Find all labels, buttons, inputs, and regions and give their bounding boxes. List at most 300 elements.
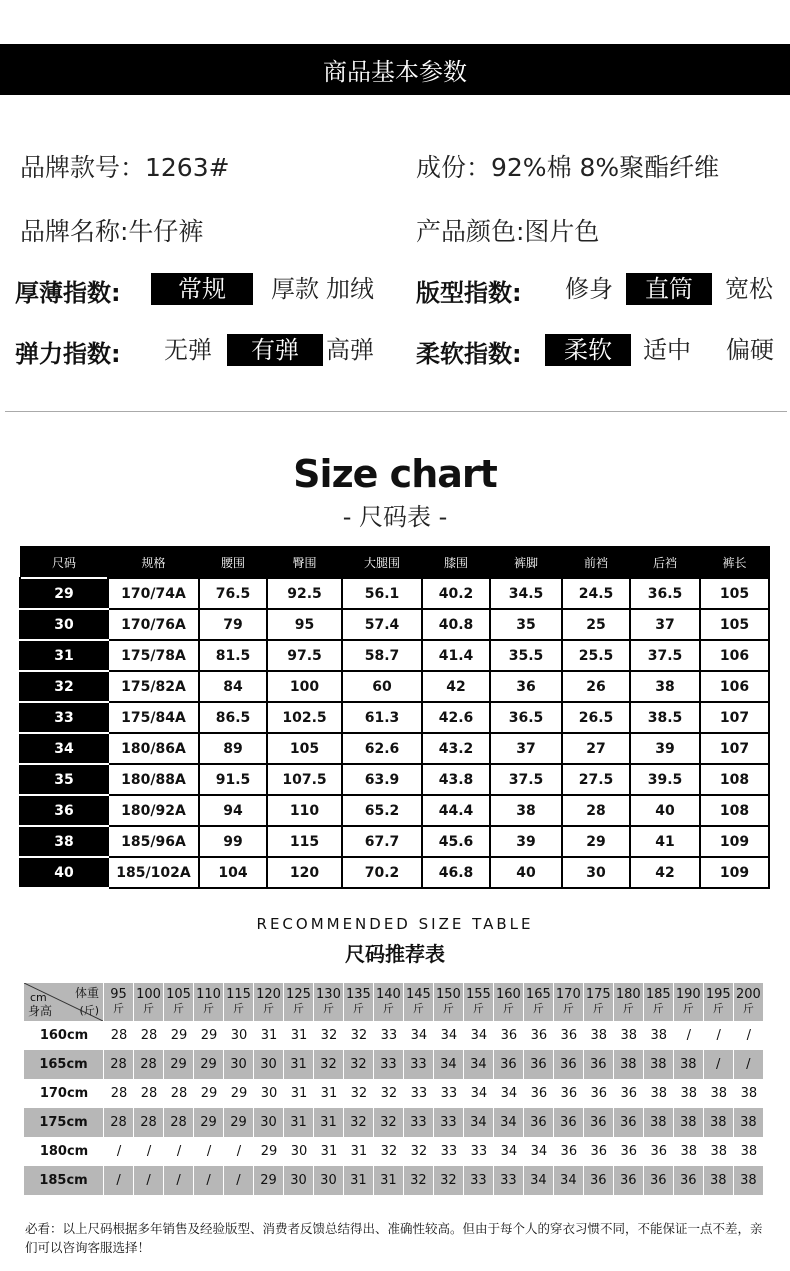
recommend-size-cell: 32 bbox=[404, 1166, 434, 1195]
measure-cell: 108 bbox=[700, 764, 769, 795]
measure-cell: 175/84A bbox=[108, 702, 199, 733]
recommend-size-cell: 33 bbox=[470, 1144, 488, 1159]
height-cell: 185cm bbox=[24, 1166, 104, 1195]
elastic-option-none: 无弹 bbox=[164, 336, 212, 364]
recommend-size-cell: 32 bbox=[314, 1050, 344, 1079]
weight-unit: 斤 bbox=[262, 1002, 274, 1015]
measure-cell: 58.7 bbox=[342, 640, 422, 671]
size-cell: 33 bbox=[20, 702, 108, 733]
measure-cell: 170/76A bbox=[108, 609, 199, 640]
measure-cell: 89 bbox=[199, 733, 267, 764]
measure-cell: 102.5 bbox=[267, 702, 342, 733]
product-color: 产品颜色:图片色 bbox=[416, 217, 600, 246]
measure-cell: 26 bbox=[562, 671, 630, 702]
weight-value: 150 bbox=[435, 987, 461, 1002]
height-cell: 175cm bbox=[24, 1108, 104, 1137]
height-label: 身高 bbox=[28, 1004, 53, 1018]
measure-cell: 84 bbox=[199, 671, 267, 702]
fit-label: 版型指数: bbox=[416, 278, 522, 307]
size-row bbox=[20, 640, 769, 671]
recommend-size-cell: 33 bbox=[440, 1144, 458, 1159]
recommend-size-cell: / bbox=[104, 1166, 134, 1195]
recommend-size-cell: 32 bbox=[320, 1028, 338, 1043]
weight-unit: 斤 bbox=[292, 1002, 304, 1015]
weight-header-cell bbox=[374, 983, 404, 1021]
size-row bbox=[20, 733, 769, 764]
measure-cell: 25 bbox=[562, 609, 630, 640]
measure-cell: 56.1 bbox=[342, 578, 422, 609]
measure-cell: 107 bbox=[700, 733, 769, 764]
size-row bbox=[20, 795, 769, 826]
corner-cell bbox=[24, 983, 104, 1021]
measure-cell: 38.5 bbox=[630, 702, 700, 733]
recommend-size-cell: / bbox=[716, 1028, 721, 1043]
measure-cell: 99 bbox=[199, 826, 267, 857]
measure-cell: 106 bbox=[700, 640, 769, 671]
recommend-size-cell: 28 bbox=[134, 1108, 164, 1137]
measure-cell: 39 bbox=[490, 826, 562, 857]
recommend-size-cell: 32 bbox=[434, 1166, 464, 1195]
measure-cell: 45.6 bbox=[422, 826, 490, 857]
recommend-size-cell: 31 bbox=[320, 1144, 338, 1159]
recommend-size-cell: 38 bbox=[704, 1166, 734, 1195]
softness-option-medium: 适中 bbox=[643, 336, 691, 364]
softness-index bbox=[416, 334, 786, 368]
recommend-size-cell: 28 bbox=[104, 1050, 134, 1079]
recommend-size-cell: 36 bbox=[674, 1166, 704, 1195]
thickness-option-thick: 厚款 bbox=[271, 275, 319, 303]
measure-cell: 43.8 bbox=[422, 764, 490, 795]
brand-name: 品牌名称:牛仔裤 bbox=[20, 217, 204, 246]
weight-unit: 斤 bbox=[562, 1002, 574, 1015]
recommend-row bbox=[24, 1137, 764, 1166]
measure-cell: 94 bbox=[199, 795, 267, 826]
col-header: 后裆 bbox=[630, 547, 700, 579]
recommend-size-cell: 32 bbox=[380, 1144, 398, 1159]
recommend-size-cell: 36 bbox=[614, 1166, 644, 1195]
weight-unit: 斤 bbox=[322, 1002, 334, 1015]
recommend-size-cell: 28 bbox=[110, 1028, 128, 1043]
weight-unit: 斤 bbox=[113, 1002, 125, 1015]
recommend-size-cell: 36 bbox=[584, 1050, 614, 1079]
recommend-table bbox=[24, 983, 764, 1195]
weight-unit: 斤 bbox=[742, 1002, 754, 1015]
recommend-size-cell: 32 bbox=[374, 1108, 404, 1137]
recommend-size-cell: 31 bbox=[374, 1166, 404, 1195]
col-header: 腰围 bbox=[199, 547, 267, 579]
recommend-size-cell: 38 bbox=[644, 1108, 674, 1137]
recommend-size-cell: 36 bbox=[500, 1028, 518, 1043]
recommend-size-cell: 36 bbox=[554, 1050, 584, 1079]
size-cell: 34 bbox=[20, 733, 108, 764]
measure-cell: 24.5 bbox=[562, 578, 630, 609]
recommend-size-cell: 29 bbox=[224, 1108, 254, 1137]
recommend-size-cell: 30 bbox=[254, 1108, 284, 1137]
measure-cell: 40 bbox=[490, 857, 562, 888]
size-chart-table bbox=[19, 546, 770, 889]
recommend-size-cell: 38 bbox=[674, 1050, 704, 1079]
weight-unit: 斤 bbox=[532, 1002, 544, 1015]
measure-cell: 40.8 bbox=[422, 609, 490, 640]
recommend-size-cell: 33 bbox=[374, 1050, 404, 1079]
elastic-option-stretch: 有弹 bbox=[227, 334, 323, 366]
recommend-size-cell: 33 bbox=[494, 1166, 524, 1195]
recommend-size-cell: 34 bbox=[530, 1144, 548, 1159]
unit-jin-label: (斤) bbox=[79, 1004, 100, 1017]
col-header: 裤长 bbox=[700, 547, 769, 579]
size-cell: 38 bbox=[20, 826, 108, 857]
weight-value: 190 bbox=[675, 987, 701, 1002]
recommend-header-row bbox=[24, 983, 764, 1021]
recommend-size-cell: 34 bbox=[464, 1050, 494, 1079]
recommend-size-cell: 34 bbox=[554, 1166, 584, 1195]
weight-header-cell bbox=[494, 983, 524, 1021]
measure-cell: 86.5 bbox=[199, 702, 267, 733]
recommend-row bbox=[24, 1079, 764, 1108]
weight-value: 140 bbox=[376, 987, 401, 1002]
recommend-size-cell: 28 bbox=[104, 1108, 134, 1137]
height-cell: 165cm bbox=[24, 1050, 104, 1079]
recommend-size-cell: / bbox=[164, 1166, 194, 1195]
weight-header-cell bbox=[704, 983, 734, 1021]
recommend-size-cell: 31 bbox=[314, 1108, 344, 1137]
recommend-size-cell: 31 bbox=[284, 1108, 314, 1137]
weight-value: 170 bbox=[555, 987, 581, 1002]
recommend-size-cell: 30 bbox=[224, 1050, 254, 1079]
weight-header-cell bbox=[344, 983, 374, 1021]
weight-value: 160 bbox=[495, 987, 521, 1002]
elastic-index bbox=[15, 334, 385, 368]
measure-cell: 100 bbox=[267, 671, 342, 702]
recommend-size-cell: 28 bbox=[170, 1086, 188, 1101]
recommend-size-cell: 33 bbox=[464, 1166, 494, 1195]
recommend-size-cell: 30 bbox=[314, 1166, 344, 1195]
recommend-size-cell: / bbox=[134, 1166, 164, 1195]
fit-index bbox=[416, 273, 786, 307]
recommend-size-cell: 38 bbox=[710, 1086, 728, 1101]
weight-header-cell bbox=[644, 983, 674, 1021]
weight-unit: 斤 bbox=[682, 1002, 694, 1015]
recommend-size-cell: 36 bbox=[560, 1144, 578, 1159]
measure-cell: 36 bbox=[490, 671, 562, 702]
recommend-size-cell: 32 bbox=[350, 1028, 368, 1043]
recommend-row bbox=[24, 1108, 764, 1137]
size-cell: 35 bbox=[20, 764, 108, 795]
measure-cell: 67.7 bbox=[342, 826, 422, 857]
measure-cell: 42 bbox=[422, 671, 490, 702]
weight-value: 135 bbox=[346, 987, 371, 1002]
measure-cell: 185/96A bbox=[108, 826, 199, 857]
measure-cell: 46.8 bbox=[422, 857, 490, 888]
recommend-size-cell: 29 bbox=[164, 1050, 194, 1079]
recommend-size-cell: 36 bbox=[560, 1028, 578, 1043]
size-row bbox=[20, 764, 769, 795]
measure-cell: 185/102A bbox=[108, 857, 199, 888]
measure-cell: 39 bbox=[630, 733, 700, 764]
measure-cell: 25.5 bbox=[562, 640, 630, 671]
measure-cell: 26.5 bbox=[562, 702, 630, 733]
weight-unit: 斤 bbox=[352, 1002, 364, 1015]
recommend-size-cell: 36 bbox=[590, 1086, 608, 1101]
recommend-size-cell: / bbox=[176, 1144, 182, 1159]
recommend-size-cell: 38 bbox=[710, 1144, 728, 1159]
recommend-size-cell: 38 bbox=[680, 1086, 698, 1101]
recommend-size-cell: 29 bbox=[200, 1028, 218, 1043]
measure-cell: 41 bbox=[630, 826, 700, 857]
measure-cell: 105 bbox=[700, 578, 769, 609]
weight-value: 120 bbox=[256, 987, 281, 1002]
weight-value: 175 bbox=[585, 987, 611, 1002]
weight-unit: 斤 bbox=[232, 1002, 244, 1015]
weight-value: 145 bbox=[405, 987, 431, 1002]
recommend-subtitle: 尺码推荐表 bbox=[345, 942, 445, 966]
measure-cell: 37.5 bbox=[630, 640, 700, 671]
measure-cell: 175/78A bbox=[108, 640, 199, 671]
recommend-size-cell: 29 bbox=[230, 1086, 248, 1101]
recommend-size-cell: 32 bbox=[380, 1086, 398, 1101]
weight-unit: 斤 bbox=[173, 1002, 185, 1015]
weight-value: 155 bbox=[465, 987, 491, 1002]
weight-value: 165 bbox=[525, 987, 551, 1002]
recommend-size-cell: 31 bbox=[290, 1028, 308, 1043]
recommend-size-cell: 38 bbox=[650, 1028, 668, 1043]
recommend-size-cell: / bbox=[194, 1166, 224, 1195]
measure-cell: 38 bbox=[490, 795, 562, 826]
elastic-option-high: 高弹 bbox=[326, 336, 374, 364]
recommend-size-cell: 36 bbox=[554, 1108, 584, 1137]
size-cell: 32 bbox=[20, 671, 108, 702]
recommend-size-cell: / bbox=[116, 1144, 122, 1159]
weight-value: 100 bbox=[136, 987, 161, 1002]
measure-cell: 106 bbox=[700, 671, 769, 702]
recommend-size-cell: 29 bbox=[200, 1086, 218, 1101]
height-cell: 160cm bbox=[39, 1028, 89, 1043]
weight-header-cell bbox=[314, 983, 344, 1021]
softness-option-soft: 柔软 bbox=[545, 334, 631, 366]
thickness-option-fleece: 加绒 bbox=[326, 275, 374, 303]
recommend-size-cell: 34 bbox=[470, 1086, 488, 1101]
weight-value: 115 bbox=[226, 987, 251, 1002]
recommend-size-cell: / bbox=[734, 1050, 764, 1079]
fit-option-straight: 直筒 bbox=[626, 273, 712, 305]
recommend-size-cell: 32 bbox=[410, 1144, 428, 1159]
weight-header-cell bbox=[464, 983, 494, 1021]
recommend-size-cell: 38 bbox=[680, 1144, 698, 1159]
recommend-size-cell: 34 bbox=[440, 1028, 458, 1043]
measure-cell: 107.5 bbox=[267, 764, 342, 795]
measure-cell: 180/92A bbox=[108, 795, 199, 826]
size-row bbox=[20, 857, 769, 888]
weight-header-cell bbox=[674, 983, 704, 1021]
measure-cell: 44.4 bbox=[422, 795, 490, 826]
recommend-row bbox=[24, 1021, 764, 1050]
elastic-label: 弹力指数: bbox=[15, 339, 121, 368]
recommend-size-cell: / bbox=[146, 1144, 152, 1159]
weight-value: 125 bbox=[286, 987, 311, 1002]
measure-cell: 62.6 bbox=[342, 733, 422, 764]
weight-unit: 斤 bbox=[712, 1002, 724, 1015]
recommend-size-cell: 36 bbox=[614, 1108, 644, 1137]
measure-cell: 65.2 bbox=[342, 795, 422, 826]
recommend-size-cell: 34 bbox=[470, 1028, 488, 1043]
recommend-size-cell: 33 bbox=[380, 1028, 398, 1043]
recommend-size-cell: 28 bbox=[140, 1086, 158, 1101]
col-header: 尺码 bbox=[20, 547, 108, 579]
measure-cell: 61.3 bbox=[342, 702, 422, 733]
weight-unit: 斤 bbox=[203, 1002, 214, 1015]
measure-cell: 110 bbox=[267, 795, 342, 826]
weight-value: 95 bbox=[110, 987, 127, 1002]
recommend-size-cell: 31 bbox=[344, 1166, 374, 1195]
size-chart-header-row bbox=[20, 547, 769, 579]
recommend-size-cell: 36 bbox=[524, 1108, 554, 1137]
weight-header-cell bbox=[404, 983, 434, 1021]
weight-unit: 斤 bbox=[592, 1002, 604, 1015]
measure-cell: 40.2 bbox=[422, 578, 490, 609]
recommend-size-cell: 28 bbox=[164, 1108, 194, 1137]
measure-cell: 104 bbox=[199, 857, 267, 888]
measure-cell: 38 bbox=[630, 671, 700, 702]
thickness-label: 厚薄指数: bbox=[15, 278, 121, 307]
fit-option-loose: 宽松 bbox=[725, 275, 773, 303]
thickness-index bbox=[15, 273, 385, 307]
recommend-size-cell: 28 bbox=[140, 1028, 158, 1043]
measure-cell: 27.5 bbox=[562, 764, 630, 795]
weight-header-cell bbox=[284, 983, 314, 1021]
recommend-size-cell: 31 bbox=[290, 1086, 308, 1101]
section-title: 商品基本参数 bbox=[323, 58, 467, 86]
measure-cell: 70.2 bbox=[342, 857, 422, 888]
size-row bbox=[20, 609, 769, 640]
measure-cell: 60 bbox=[342, 671, 422, 702]
measure-cell: 81.5 bbox=[199, 640, 267, 671]
height-cell: 170cm bbox=[39, 1086, 89, 1101]
recommend-size-cell: 36 bbox=[524, 1050, 554, 1079]
weight-unit: 斤 bbox=[412, 1002, 424, 1015]
disclaimer-note: 必看：以上尺码根据多年销售及经验版型、消费者反馈总结得出、准确性较高。但由于每个人的穿衣习惯不同，不能保证一点不差，亲们可以咨询客服选择！ bbox=[25, 1221, 763, 1255]
recommend-size-cell: 36 bbox=[644, 1166, 674, 1195]
col-header: 大腿围 bbox=[342, 547, 422, 579]
recommend-size-cell: / bbox=[206, 1144, 212, 1159]
recommend-size-cell: / bbox=[236, 1144, 242, 1159]
recommend-size-cell: 33 bbox=[410, 1086, 428, 1101]
measure-cell: 29 bbox=[562, 826, 630, 857]
measure-cell: 97.5 bbox=[267, 640, 342, 671]
measure-cell: 40 bbox=[630, 795, 700, 826]
height-cell: 180cm bbox=[39, 1144, 89, 1159]
fit-option-slim: 修身 bbox=[565, 275, 613, 303]
size-cell: 36 bbox=[20, 795, 108, 826]
weight-header-cell bbox=[584, 983, 614, 1021]
recommend-size-cell: 30 bbox=[260, 1086, 278, 1101]
recommend-size-cell: 30 bbox=[284, 1166, 314, 1195]
measure-cell: 37.5 bbox=[490, 764, 562, 795]
size-chart-subtitle: - 尺码表 - bbox=[342, 503, 448, 531]
weight-unit: 斤 bbox=[652, 1002, 664, 1015]
measure-cell: 41.4 bbox=[422, 640, 490, 671]
softness-option-hard: 偏硬 bbox=[726, 336, 774, 364]
measure-cell: 120 bbox=[267, 857, 342, 888]
measure-cell: 28 bbox=[562, 795, 630, 826]
measure-cell: 105 bbox=[267, 733, 342, 764]
weight-value: 180 bbox=[615, 987, 641, 1002]
recommend-size-cell: 34 bbox=[500, 1144, 518, 1159]
measure-cell: 35.5 bbox=[490, 640, 562, 671]
recommend-size-cell: 34 bbox=[494, 1108, 524, 1137]
recommend-size-cell: 36 bbox=[530, 1086, 548, 1101]
recommend-size-cell: 36 bbox=[650, 1144, 668, 1159]
weight-unit: 斤 bbox=[382, 1002, 394, 1015]
weight-header-cell bbox=[734, 983, 764, 1021]
measure-cell: 35 bbox=[490, 609, 562, 640]
weight-value: 110 bbox=[196, 987, 221, 1002]
recommend-size-cell: 34 bbox=[524, 1166, 554, 1195]
recommend-size-cell: 34 bbox=[410, 1028, 428, 1043]
weight-unit: 斤 bbox=[143, 1002, 155, 1015]
measure-cell: 37 bbox=[630, 609, 700, 640]
col-header: 裤脚 bbox=[490, 547, 562, 579]
size-row bbox=[20, 826, 769, 857]
recommend-size-cell: 33 bbox=[440, 1086, 458, 1101]
weight-value: 185 bbox=[645, 987, 671, 1002]
recommend-row bbox=[24, 1050, 764, 1079]
divider bbox=[5, 411, 787, 412]
recommend-size-cell: 31 bbox=[284, 1050, 314, 1079]
recommend-size-cell: 32 bbox=[344, 1108, 374, 1137]
section-header bbox=[0, 44, 790, 95]
weight-header-cell bbox=[554, 983, 584, 1021]
measure-cell: 95 bbox=[267, 609, 342, 640]
recommend-size-cell: 30 bbox=[230, 1028, 248, 1043]
measure-cell: 109 bbox=[700, 826, 769, 857]
size-cell: 31 bbox=[20, 640, 108, 671]
size-cell: 30 bbox=[20, 609, 108, 640]
recommend-size-cell: 33 bbox=[404, 1108, 434, 1137]
measure-cell: 170/74A bbox=[108, 578, 199, 609]
recommend-size-cell: 30 bbox=[290, 1144, 308, 1159]
recommend-row bbox=[24, 1166, 764, 1195]
thickness-option-regular: 常规 bbox=[151, 273, 253, 305]
measure-cell: 43.2 bbox=[422, 733, 490, 764]
measure-cell: 37 bbox=[490, 733, 562, 764]
recommend-size-cell: 36 bbox=[590, 1144, 608, 1159]
recommend-size-cell: 34 bbox=[434, 1050, 464, 1079]
size-cell: 40 bbox=[20, 857, 108, 888]
weight-header-cell bbox=[104, 983, 134, 1021]
measure-cell: 34.5 bbox=[490, 578, 562, 609]
recommend-size-cell: 29 bbox=[194, 1050, 224, 1079]
recommend-size-cell: 34 bbox=[500, 1086, 518, 1101]
recommend-size-cell: 36 bbox=[494, 1050, 524, 1079]
recommend-size-cell: 30 bbox=[254, 1050, 284, 1079]
measure-cell: 180/88A bbox=[108, 764, 199, 795]
recommend-size-cell: 38 bbox=[614, 1050, 644, 1079]
measure-cell: 57.4 bbox=[342, 609, 422, 640]
weight-header-cell bbox=[164, 983, 194, 1021]
softness-label: 柔软指数: bbox=[416, 339, 522, 368]
recommend-size-cell: / bbox=[704, 1050, 734, 1079]
recommend-size-cell: 28 bbox=[134, 1050, 164, 1079]
measure-cell: 91.5 bbox=[199, 764, 267, 795]
weight-header-cell bbox=[434, 983, 464, 1021]
size-row bbox=[20, 578, 769, 609]
recommend-size-cell: 38 bbox=[620, 1028, 638, 1043]
recommend-size-cell: 38 bbox=[704, 1108, 734, 1137]
recommend-size-cell: 38 bbox=[734, 1166, 764, 1195]
measure-cell: 30 bbox=[562, 857, 630, 888]
col-header: 规格 bbox=[108, 547, 199, 579]
recommend-size-cell: 38 bbox=[740, 1144, 758, 1159]
